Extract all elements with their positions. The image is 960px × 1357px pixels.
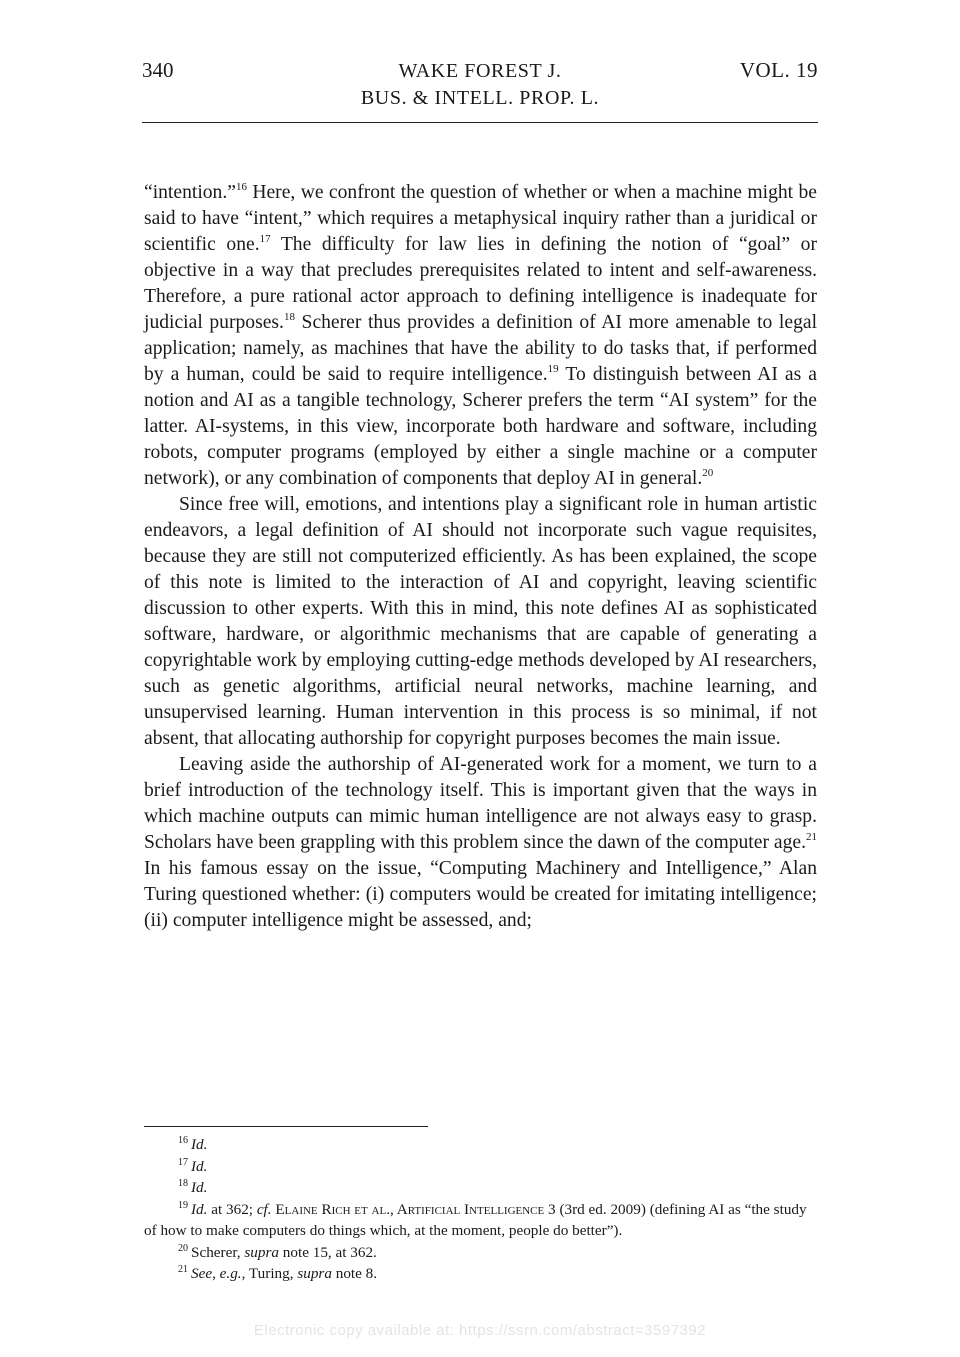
- p3-text-b: In his famous essay on the issue, “Computing Machinery and Intelligence,” Alan Turing questioned whether: (i) computers would be created for imitating intelligence; (ii) computer intelligence might be assessed, and;: [144, 858, 817, 931]
- footnote-ref-21[interactable]: 21: [806, 831, 817, 843]
- footnote-id: Id.: [191, 1200, 208, 1218]
- volume-label: VOL. 19: [739, 58, 818, 82]
- footnote-text: 3 (3rd ed. 2009) (defining AI as “the study of how to make computers do things which, at the moment, people do better”).: [144, 1200, 807, 1239]
- p1-text-c: The difficulty for law lies in defining the notion of “goal” or objective in a way that precludes prerequisites related to intent and self-awareness. Therefore, a pure rational actor approach to defining intelligence is inadequate for judicial purposes.: [144, 234, 817, 333]
- footnote-text: note 8.: [331, 1265, 378, 1282]
- p1-text-a: “intention.”: [144, 182, 236, 203]
- p1-text-d: Scherer thus provides a definition of AI more amenable to legal application; namely, as machines that have the ability to do tasks that, if performed by a human, could be said to require intelligence.: [144, 312, 818, 385]
- body-text: [144, 180, 817, 934]
- footnote-number: 17: [178, 1156, 188, 1168]
- footnote-supra: supra: [244, 1243, 279, 1261]
- footnote-text: note 15, at 362.: [278, 1243, 377, 1261]
- footnote-text: Id.: [191, 1157, 208, 1175]
- footnote-signal: cf.: [256, 1200, 272, 1218]
- paragraph-3: [144, 752, 817, 934]
- footnote-book-title: Artificial Intelligence: [396, 1200, 545, 1218]
- paragraph-2: Since free will, emotions, and intentions play a significant role in human artistic endeavors, a legal definition of AI should not incorporate such vague requisites, because they are still not computerized efficiently. As has been explained, the scope of this note is limited to the interaction of AI and copyright, leaving scientific discussion to other experts. With this in mind, this note defines AI as sophisticated software, hardware, or algorithmic mechanisms that are capable of generating a copyrightable work by employing cutting-edge methods developed by AI researchers, such as genetic algorithms, artificial neural networks, machine learning, and unsupervised learning. Human intervention in this process is so minimal, if not absent, that allocating authorship for copyright purposes becomes the main issue.: [144, 494, 817, 749]
- footnote-20: [144, 1242, 817, 1264]
- footnote-text: Scherer,: [191, 1243, 245, 1261]
- footnote-author: Elaine Rich et al.,: [271, 1200, 397, 1218]
- p3-text-a: Leaving aside the authorship of AI-generated work for a moment, we turn to a brief introduction of the technology itself. This is important given that the ways in which machine outputs can mimic human intelligence are not always easy to grasp. Scholars have been grappling with this problem since the dawn of the computer age.: [144, 754, 817, 853]
- footnote-signal: See, e.g.: [191, 1265, 242, 1282]
- header-rule: [142, 122, 818, 123]
- footnote-ref-18[interactable]: 18: [283, 311, 295, 323]
- p1-text-b: Here, we confront the question of whether or when a machine might be said to have “intent,” which requires a metaphysical inquiry rather than a juridical or scientific one.: [144, 182, 817, 255]
- page-number: 340: [142, 58, 174, 82]
- footnote-ref-19[interactable]: 19: [547, 363, 559, 375]
- footnote-number: 20: [178, 1242, 188, 1254]
- footnote-19: [144, 1199, 817, 1242]
- footnote-rule: [144, 1126, 428, 1127]
- p1-text-e: To distinguish between AI as a notion and AI as a tangible technology, Scherer prefers the term “AI system” for the latter. AI-systems, in this view, incorporate both hardware and software, including robots, computer programs (employed by either a single machine or a computer network), or any combination of components that deploy AI in general.: [144, 364, 817, 489]
- footnote-16: [144, 1134, 817, 1156]
- journal-title: [142, 58, 818, 112]
- footnote-text: , Turing,: [241, 1265, 298, 1282]
- footnote-18: [144, 1177, 817, 1199]
- running-header: [142, 56, 818, 124]
- footnote-supra: supra: [297, 1265, 332, 1282]
- footnote-text: at 362;: [207, 1200, 257, 1218]
- footnote-ref-17[interactable]: 17: [259, 233, 271, 245]
- footnote-text: Id.: [191, 1136, 208, 1153]
- footnote-number: 16: [178, 1135, 188, 1146]
- footnote-ref-16[interactable]: 16: [235, 181, 247, 193]
- footnote-number: 19: [178, 1199, 188, 1211]
- footnote-21: [144, 1263, 817, 1285]
- footnote-17: [144, 1156, 817, 1178]
- ssrn-watermark: Electronic copy available at: https://ssrn.com/abstract=3597392: [253, 1322, 707, 1339]
- paragraph-1: [144, 180, 817, 492]
- footnote-ref-20[interactable]: 20: [702, 467, 714, 479]
- footnotes: [144, 1134, 817, 1285]
- footnote-text: Id.: [191, 1179, 208, 1196]
- footnote-number: 21: [178, 1264, 188, 1275]
- footnote-number: 18: [178, 1178, 188, 1189]
- journal-title-line1: WAKE FOREST J.: [398, 60, 562, 82]
- journal-title-line2: BUS. & INTELL. PROP. L.: [360, 87, 600, 109]
